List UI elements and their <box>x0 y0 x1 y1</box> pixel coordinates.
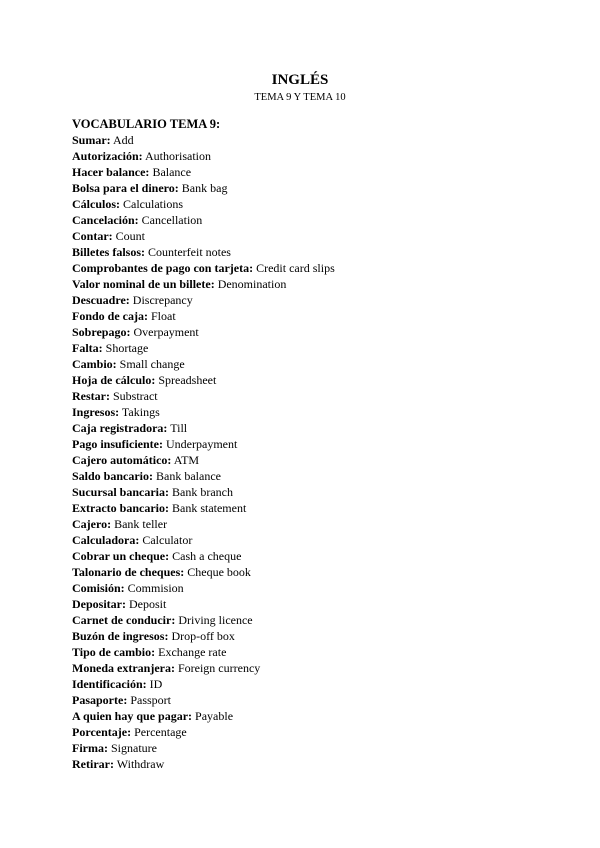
vocabulary-entry <box>72 516 542 532</box>
vocabulary-term: Hacer balance: <box>72 165 150 179</box>
vocabulary-entry <box>72 388 542 404</box>
vocabulary-entry <box>72 644 542 660</box>
vocabulary-translation: Cheque book <box>187 565 251 579</box>
vocabulary-translation: Cancellation <box>141 213 203 227</box>
vocabulary-entry <box>72 228 542 244</box>
vocabulary-term: Cobrar un cheque: <box>72 549 170 563</box>
vocabulary-entry <box>72 564 542 580</box>
vocabulary-translation: Float <box>151 309 176 323</box>
vocabulary-translation: Exchange rate <box>158 645 227 659</box>
vocabulary-entry <box>72 148 542 164</box>
vocabulary-entry <box>72 324 542 340</box>
vocabulary-entry <box>72 260 542 276</box>
vocabulary-term: Pago insuficiente: <box>72 437 163 451</box>
vocabulary-term: Valor nominal de un billete: <box>72 277 215 291</box>
vocabulary-entry <box>72 420 542 436</box>
vocabulary-term: Ingresos: <box>72 405 120 419</box>
vocabulary-term: Saldo bancario: <box>72 469 154 483</box>
vocabulary-term: Porcentaje: <box>72 725 132 739</box>
vocabulary-entry <box>72 484 542 500</box>
vocabulary-entry <box>72 404 542 420</box>
vocabulary-term: Moneda extranjera: <box>72 661 175 675</box>
vocabulary-translation: Shortage <box>105 341 149 355</box>
vocabulary-translation: Bank branch <box>172 485 233 499</box>
vocabulary-translation: Bank bag <box>181 181 228 195</box>
vocabulary-entry <box>72 676 542 692</box>
vocabulary-term: Identificación: <box>72 677 147 691</box>
vocabulary-entry <box>72 708 542 724</box>
vocabulary-translation: Payable <box>195 709 234 723</box>
vocabulary-entry <box>72 356 542 372</box>
vocabulary-translation: Discrepancy <box>132 293 193 307</box>
vocabulary-entry <box>72 692 542 708</box>
vocabulary-translation: Withdraw <box>116 757 165 771</box>
vocabulary-entry <box>72 292 542 308</box>
vocabulary-term: Depositar: <box>72 597 126 611</box>
vocabulary-term: Contar: <box>72 229 113 243</box>
vocabulary-translation: ID <box>149 677 163 691</box>
vocabulary-entry <box>72 164 542 180</box>
vocabulary-translation: Credit card slips <box>256 261 335 275</box>
vocabulary-entry <box>72 372 542 388</box>
vocabulary-translation: Cash a cheque <box>172 549 242 563</box>
vocabulary-entry <box>72 436 542 452</box>
vocabulary-term: Comisión: <box>72 581 125 595</box>
vocabulary-translation: Commision <box>127 581 184 595</box>
vocabulary-translation: Passport <box>130 693 171 707</box>
vocabulary-translation: ATM <box>173 453 200 467</box>
vocabulary-translation: Spreadsheet <box>158 373 217 387</box>
vocabulary-translation: Calculator <box>142 533 193 547</box>
vocabulary-term: Pasaporte: <box>72 693 128 707</box>
vocabulary-term: Descuadre: <box>72 293 130 307</box>
vocabulary-term: Sumar: <box>72 133 111 147</box>
vocabulary-term: Retirar: <box>72 757 114 771</box>
vocabulary-entry <box>72 308 542 324</box>
vocabulary-translation: Driving licence <box>178 613 253 627</box>
vocabulary-translation: Deposit <box>129 597 167 611</box>
vocabulary-translation: Takings <box>121 405 160 419</box>
vocabulary-term: Talonario de cheques: <box>72 565 185 579</box>
vocabulary-translation: Overpayment <box>133 325 199 339</box>
vocabulary-term: Cajero: <box>72 517 112 531</box>
vocabulary-entry <box>72 548 542 564</box>
vocabulary-list <box>72 132 542 772</box>
vocabulary-entry <box>72 628 542 644</box>
vocabulary-entry <box>72 740 542 756</box>
vocabulary-entry <box>72 660 542 676</box>
vocabulary-term: Cajero automático: <box>72 453 172 467</box>
vocabulary-entry <box>72 452 542 468</box>
vocabulary-translation: Drop-off box <box>171 629 235 643</box>
vocabulary-entry <box>72 468 542 484</box>
vocabulary-translation: Bank statement <box>171 501 247 515</box>
vocabulary-term: Tipo de cambio: <box>72 645 156 659</box>
vocabulary-translation: Denomination <box>217 277 287 291</box>
vocabulary-entry <box>72 596 542 612</box>
vocabulary-term: Sobrepago: <box>72 325 131 339</box>
vocabulary-entry <box>72 132 542 148</box>
section-heading: VOCABULARIO TEMA 9: <box>72 117 221 131</box>
vocabulary-translation: Counterfeit notes <box>148 245 231 259</box>
vocabulary-translation: Underpayment <box>166 437 238 451</box>
vocabulary-term: Hoja de cálculo: <box>72 373 156 387</box>
vocabulary-entry <box>72 612 542 628</box>
vocabulary-term: Restar: <box>72 389 110 403</box>
vocabulary-translation: Add <box>113 133 134 147</box>
vocabulary-term: A quien hay que pagar: <box>72 709 193 723</box>
vocabulary-translation: Balance <box>152 165 192 179</box>
vocabulary-term: Caja registradora: <box>72 421 168 435</box>
vocabulary-term: Cálculos: <box>72 197 120 211</box>
vocabulary-term: Fondo de caja: <box>72 309 148 323</box>
vocabulary-entry <box>72 244 542 260</box>
vocabulary-translation: Till <box>170 421 188 435</box>
document-subtitle: TEMA 9 Y TEMA 10 <box>254 92 346 103</box>
vocabulary-entry <box>72 276 542 292</box>
document-title: INGLÉS <box>271 72 329 88</box>
vocabulary-translation: Substract <box>112 389 158 403</box>
vocabulary-term: Carnet de conducir: <box>72 613 176 627</box>
vocabulary-entry <box>72 756 542 772</box>
vocabulary-term: Bolsa para el dinero: <box>72 181 179 195</box>
vocabulary-term: Cancelación: <box>72 213 139 227</box>
vocabulary-translation: Percentage <box>134 725 187 739</box>
vocabulary-translation: Foreign currency <box>177 661 261 675</box>
vocabulary-term: Cambio: <box>72 357 117 371</box>
vocabulary-term: Billetes falsos: <box>72 245 145 259</box>
vocabulary-term: Extracto bancario: <box>72 501 169 515</box>
vocabulary-translation: Authorisation <box>145 149 211 163</box>
vocabulary-term: Calculadora: <box>72 533 140 547</box>
vocabulary-entry <box>72 196 542 212</box>
vocabulary-term: Falta: <box>72 341 103 355</box>
vocabulary-translation: Count <box>115 229 146 243</box>
vocabulary-term: Buzón de ingresos: <box>72 629 169 643</box>
vocabulary-entry <box>72 212 542 228</box>
vocabulary-entry <box>72 532 542 548</box>
vocabulary-translation: Bank balance <box>156 469 221 483</box>
vocabulary-entry <box>72 340 542 356</box>
vocabulary-term: Firma: <box>72 741 108 755</box>
vocabulary-translation: Calculations <box>123 197 183 211</box>
vocabulary-translation: Small change <box>119 357 185 371</box>
vocabulary-term: Autorización: <box>72 149 143 163</box>
vocabulary-term: Comprobantes de pago con tarjeta: <box>72 261 254 275</box>
vocabulary-entry <box>72 500 542 516</box>
vocabulary-translation: Bank teller <box>114 517 168 531</box>
vocabulary-translation: Signature <box>110 741 157 755</box>
vocabulary-entry <box>72 580 542 596</box>
vocabulary-term: Sucursal bancaria: <box>72 485 170 499</box>
vocabulary-entry <box>72 180 542 196</box>
vocabulary-entry <box>72 724 542 740</box>
